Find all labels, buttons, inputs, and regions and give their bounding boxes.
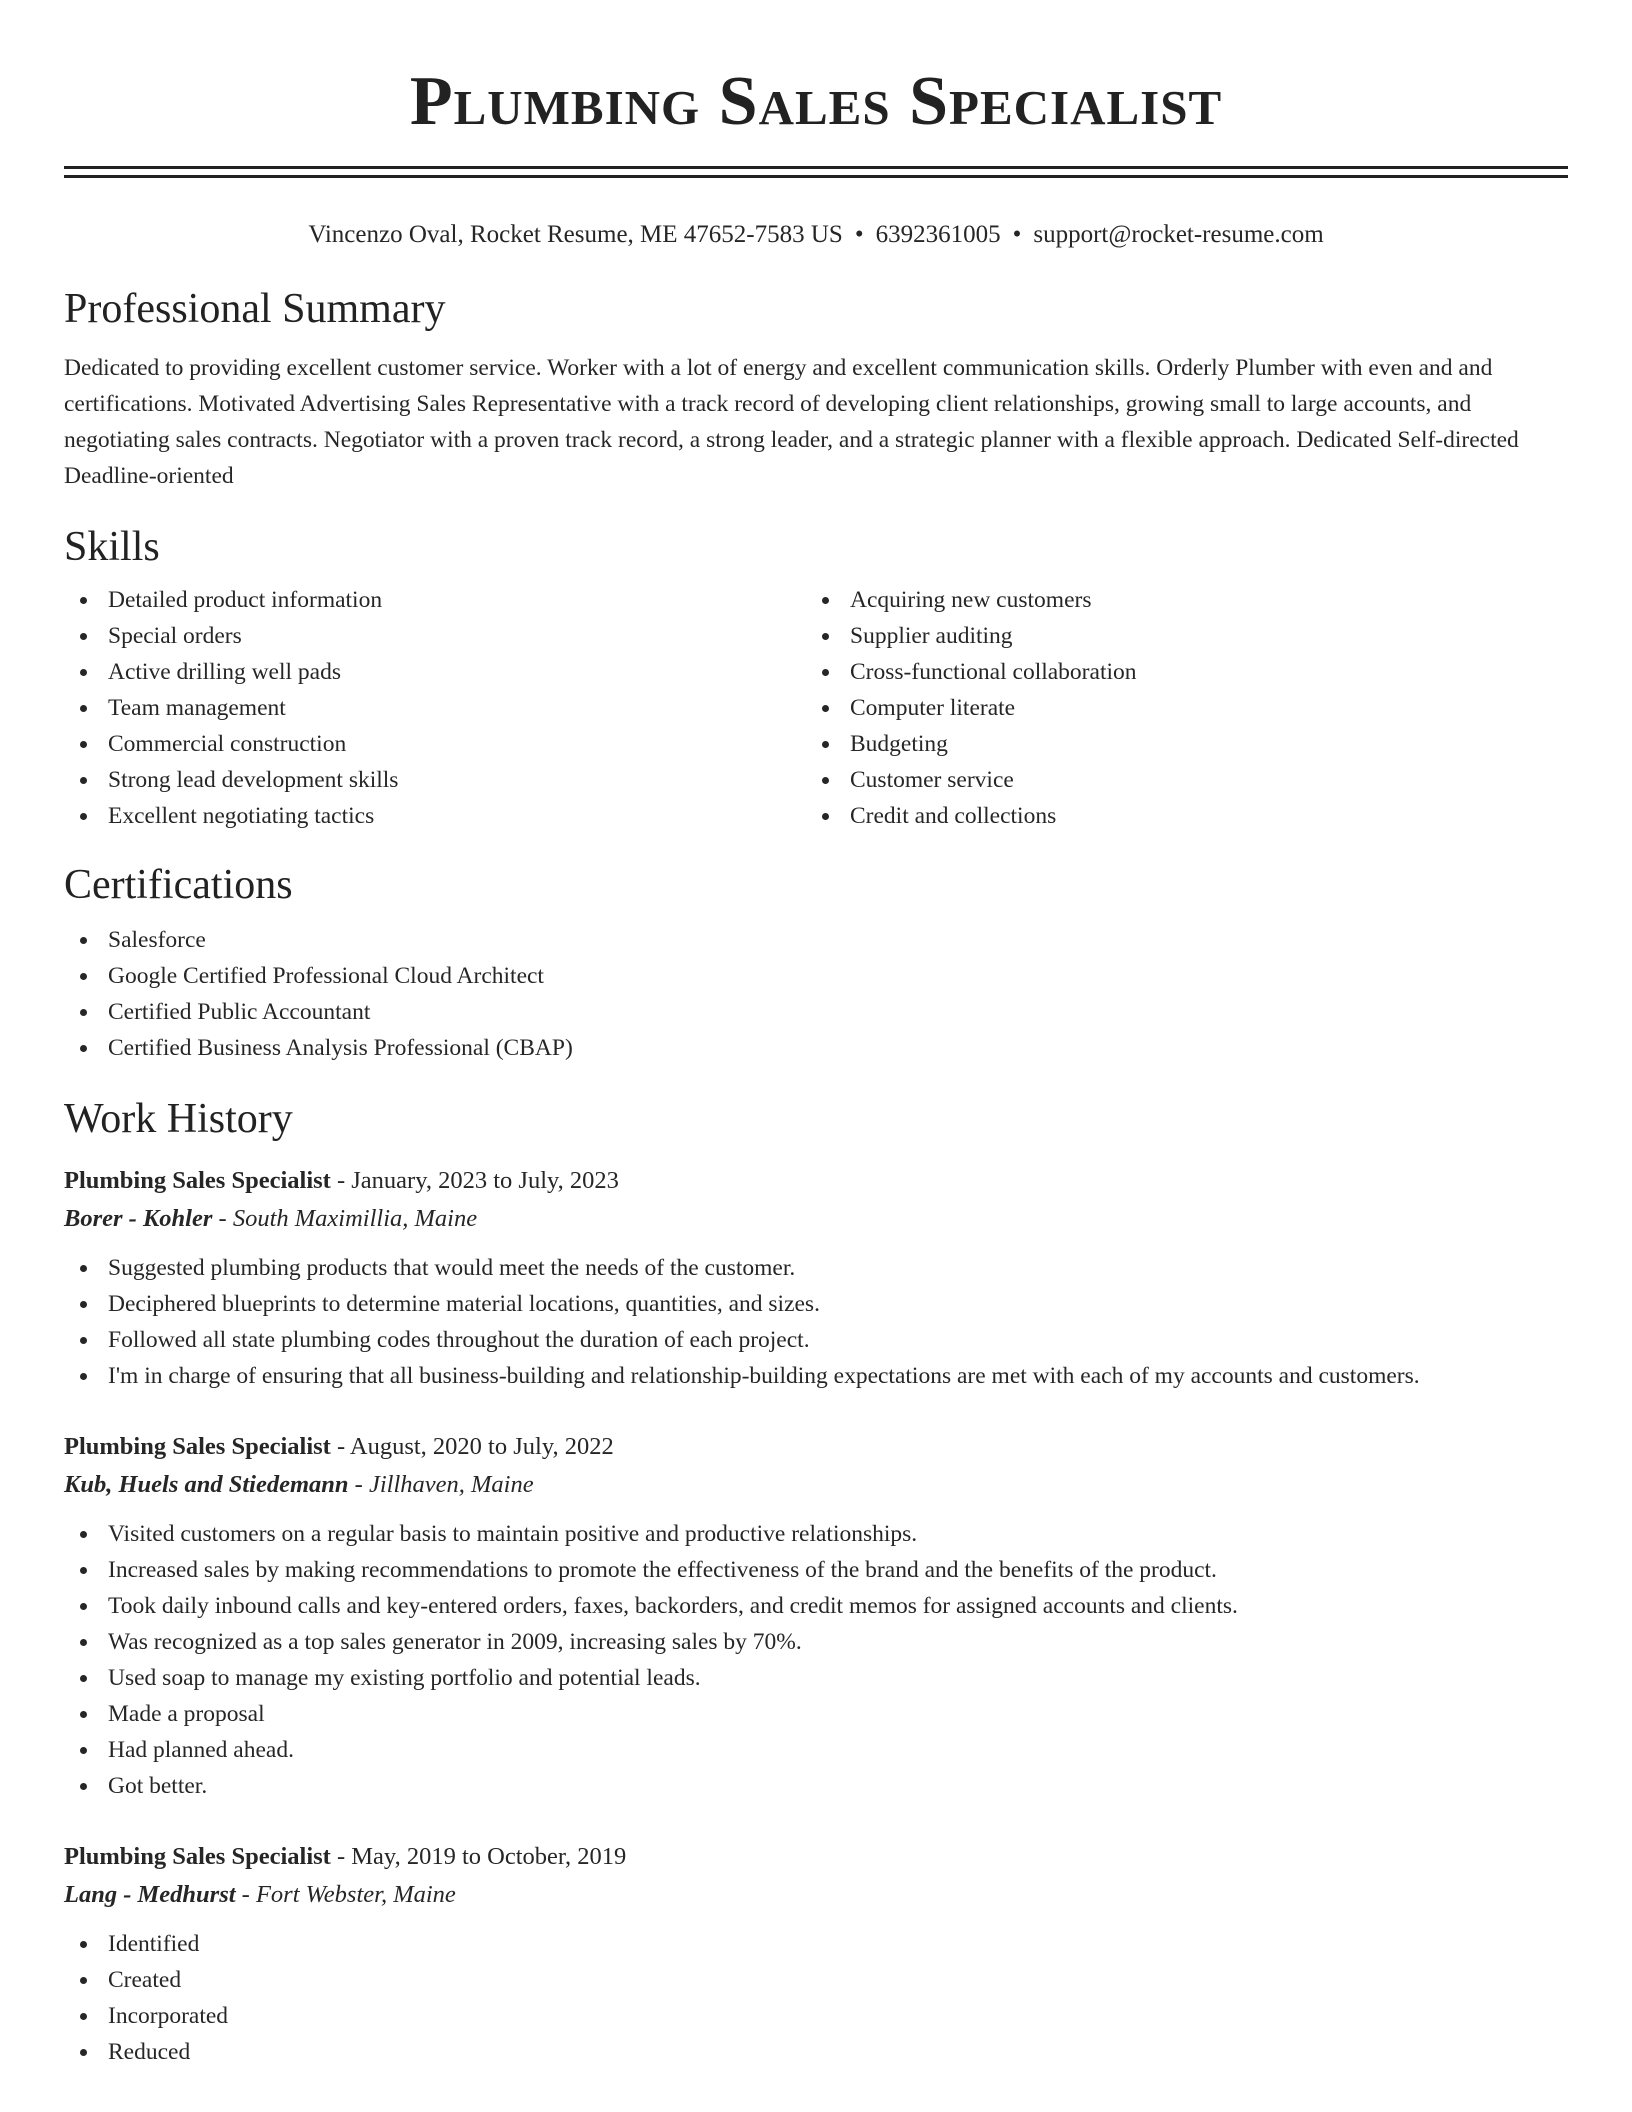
job-role: Plumbing Sales Specialist (64, 1433, 331, 1460)
job-bullet: Created (64, 1962, 1568, 1998)
job-role: Plumbing Sales Specialist (64, 1843, 331, 1870)
certifications-list (64, 922, 1568, 1066)
skill-item: Active drilling well pads (64, 654, 806, 690)
job-bullet: Followed all state plumbing codes throughout the duration of each project. (64, 1322, 1568, 1358)
job-bullet: Got better. (64, 1768, 1568, 1804)
skill-item: Commercial construction (64, 726, 806, 762)
job-company-line (64, 1200, 1568, 1238)
job-bullet: Used soap to manage my existing portfolio and potential leads. (64, 1660, 1568, 1696)
contact-phone: 6392361005 (875, 221, 1001, 248)
certifications-heading: Certifications (64, 862, 293, 908)
job-dates: May, 2019 to October, 2019 (351, 1843, 627, 1870)
certification-item: Certified Public Accountant (64, 994, 1568, 1030)
skills-list-left (64, 582, 806, 834)
job-company-line (64, 1466, 1568, 1504)
contact-separator: • (854, 221, 864, 248)
skill-item: Cross-functional collaboration (806, 654, 1548, 690)
title-divider-top (64, 166, 1568, 169)
job-bullet: I'm in charge of ensuring that all business-building and relationship-building expectations are met with each of my accounts and customers. (64, 1358, 1568, 1394)
skill-item: Customer service (806, 762, 1548, 798)
job-bullet: Was recognized as a top sales generator in 2009, increasing sales by 70%. (64, 1624, 1568, 1660)
resume-title: Plumbing Sales Specialist (409, 63, 1223, 140)
job-bullet: Reduced (64, 2034, 1568, 2070)
job-bullet: Visited customers on a regular basis to maintain positive and productive relationships. (64, 1516, 1568, 1552)
job-location: Fort Webster, Maine (255, 1881, 456, 1908)
skill-item: Budgeting (806, 726, 1548, 762)
job-company-line (64, 1876, 1568, 1914)
skill-item: Detailed product information (64, 582, 806, 618)
contact-separator: • (1012, 221, 1022, 248)
certification-item: Certified Business Analysis Professional (CBAP) (64, 1030, 1568, 1066)
job-location: Jillhaven, Maine (368, 1471, 534, 1498)
job-bullets (64, 1926, 1568, 2070)
certification-item: Salesforce (64, 922, 1568, 958)
job-dates: January, 2023 to July, 2023 (351, 1167, 619, 1194)
job-title-line (64, 1838, 1568, 1876)
contact-email: support@rocket-resume.com (1033, 221, 1324, 248)
dash: - (330, 1167, 352, 1194)
skill-item: Computer literate (806, 690, 1548, 726)
job-entry (64, 1162, 1568, 1394)
job-bullet: Suggested plumbing products that would meet the needs of the customer. (64, 1250, 1568, 1286)
skill-item: Strong lead development skills (64, 762, 806, 798)
dash: - (212, 1205, 233, 1232)
job-bullet: Had planned ahead. (64, 1732, 1568, 1768)
job-bullet: Identified (64, 1926, 1568, 1962)
skill-item: Credit and collections (806, 798, 1548, 834)
job-bullet: Deciphered blueprints to determine material locations, quantities, and sizes. (64, 1286, 1568, 1322)
resume-page (64, 0, 1568, 2070)
skill-item: Team management (64, 690, 806, 726)
skill-item: Excellent negotiating tactics (64, 798, 806, 834)
certification-item: Google Certified Professional Cloud Architect (64, 958, 1568, 994)
job-bullets (64, 1250, 1568, 1394)
job-bullet: Took daily inbound calls and key-entered orders, faxes, backorders, and credit memos for assigned accounts and clients. (64, 1588, 1568, 1624)
job-company: Lang - Medhurst (64, 1881, 236, 1908)
job-bullet: Increased sales by making recommendations to promote the effectiveness of the brand and the benefits of the product. (64, 1552, 1568, 1588)
dash: - (330, 1433, 350, 1460)
job-company: Borer - Kohler (64, 1205, 213, 1232)
job-entry (64, 1428, 1568, 1804)
job-bullet: Made a proposal (64, 1696, 1568, 1732)
skills-list-right (806, 582, 1548, 834)
contact-line (64, 220, 1568, 250)
job-bullets (64, 1516, 1568, 1804)
skills-grid (64, 582, 1568, 834)
title-divider-bottom (64, 175, 1568, 178)
job-title-line (64, 1428, 1568, 1466)
contact-address: Vincenzo Oval, Rocket Resume, ME 47652-7583 US (308, 221, 843, 248)
skill-item: Special orders (64, 618, 806, 654)
dash: - (235, 1881, 256, 1908)
job-bullet: Incorporated (64, 1998, 1568, 2034)
job-title-line (64, 1162, 1568, 1200)
skill-item: Acquiring new customers (806, 582, 1548, 618)
job-entry (64, 1838, 1568, 2070)
job-role: Plumbing Sales Specialist (64, 1167, 331, 1194)
summary-heading: Professional Summary (64, 286, 446, 332)
summary-text: Dedicated to providing excellent customer service. Worker with a lot of energy and excellent communication skills. Orderly Plumber with even and and certifications. Motivated Advertising Sales Representative with a track record of developing client relationships, growing small to large accounts, and negotiating sales contracts. Negotiator with a proven track record, a strong leader, and a strategic planner with a flexible approach. Dedicated Self-directed Deadline-oriented (64, 355, 1519, 489)
job-location: South Maximillia, Maine (232, 1205, 478, 1232)
job-dates: August, 2020 to July, 2022 (349, 1433, 614, 1460)
skill-item: Supplier auditing (806, 618, 1548, 654)
skills-heading: Skills (64, 524, 160, 570)
job-company: Kub, Huels and Stiedemann (64, 1471, 349, 1498)
dash: - (330, 1843, 352, 1870)
dash: - (348, 1471, 369, 1498)
work-history-heading: Work History (64, 1096, 293, 1142)
